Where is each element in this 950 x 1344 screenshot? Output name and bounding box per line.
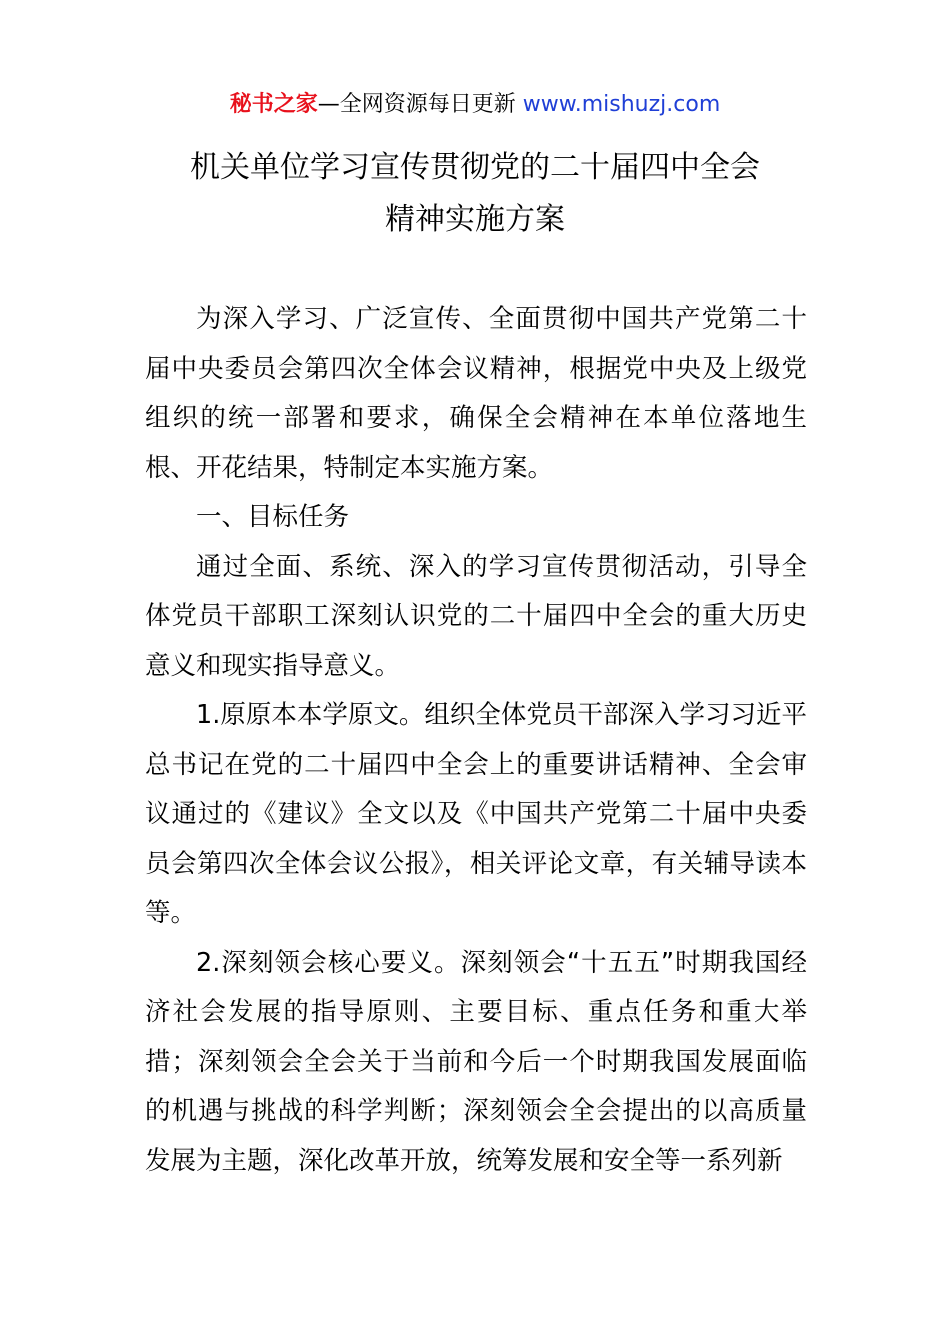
site-tagline: —全网资源每日更新 xyxy=(317,92,523,117)
site-url-link[interactable]: www.mishuzj.com xyxy=(522,92,721,117)
item-1-paragraph: 1.原原本本学原文。组织全体党员干部深入学习习近平总书记在党的二十届四中全会上的重要讲话精神、全会审议通过的《建议》全文以及《中国共产党第二十届中央委员会第四次全体会议公报》，相关评论文章，有关辅导读本等。 xyxy=(145,700,807,928)
site-header xyxy=(0,88,950,122)
goals-paragraph: 通过全面、系统、深入的学习宣传贯彻活动，引导全体党员干部职工深刻认识党的二十届四中全会的重大历史意义和现实指导意义。 xyxy=(145,551,807,681)
document-title-line-2: 精神实施方案 xyxy=(385,202,565,237)
section-heading-goals: 一、目标任务 xyxy=(196,502,350,532)
item-2-paragraph: 2.深刻领会核心要义。深刻领会“十五五”时期我国经济社会发展的指导原则、主要目标、重点任务和重大举措；深刻领会全会关于当前和今后一个时期我国发展面临的机遇与挑战的科学判断；深刻领会全会提出的以高质量发展为主题，深化改革开放，统筹发展和安全等一系列新 xyxy=(145,947,807,1176)
intro-paragraph: 为深入学习、广泛宣传、全面贯彻中国共产党第二十届中央委员会第四次全体会议精神，根据党中央及上级党组织的统一部署和要求，确保全会精神在本单位落地生根、开花结果，特制定本实施方案。 xyxy=(145,304,807,483)
document-title-line-1: 机关单位学习宣传贯彻党的二十届四中全会 xyxy=(190,150,760,185)
site-brand: 秘书之家 xyxy=(229,92,318,117)
document-body xyxy=(145,295,807,1186)
